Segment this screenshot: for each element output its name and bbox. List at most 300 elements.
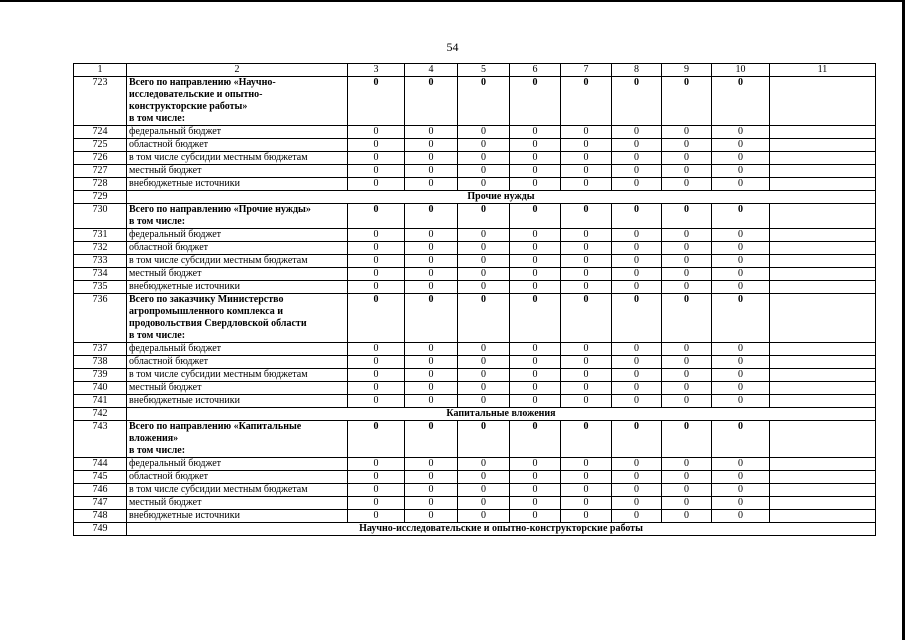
value-cell: 0 xyxy=(662,484,712,497)
column-header: 3 xyxy=(348,64,405,77)
row-number: 724 xyxy=(74,126,127,139)
empty-cell xyxy=(770,126,876,139)
empty-cell xyxy=(770,356,876,369)
value-cell: 0 xyxy=(405,343,458,356)
value-cell: 0 xyxy=(510,343,561,356)
value-cell: 0 xyxy=(348,484,405,497)
column-header: 4 xyxy=(405,64,458,77)
row-number: 739 xyxy=(74,369,127,382)
value-cell: 0 xyxy=(348,152,405,165)
row-label-line: Всего по заказчику Министерство xyxy=(129,294,284,305)
value-cell: 0 xyxy=(458,204,510,229)
value-cell: 0 xyxy=(662,255,712,268)
value-cell: 0 xyxy=(662,178,712,191)
value-cell: 0 xyxy=(348,421,405,458)
row-label: в том числе субсидии местным бюджетам xyxy=(127,369,348,382)
value-cell: 0 xyxy=(561,343,612,356)
value-cell: 0 xyxy=(458,242,510,255)
column-header: 6 xyxy=(510,64,561,77)
empty-cell xyxy=(770,369,876,382)
row-label-line: вложения» xyxy=(129,433,179,444)
value-cell: 0 xyxy=(458,421,510,458)
value-cell: 0 xyxy=(662,126,712,139)
section-row xyxy=(74,408,876,421)
value-cell: 0 xyxy=(712,165,770,178)
value-cell: 0 xyxy=(712,497,770,510)
value-cell: 0 xyxy=(458,382,510,395)
row-label: местный бюджет xyxy=(127,165,348,178)
value-cell: 0 xyxy=(612,255,662,268)
row-number: 737 xyxy=(74,343,127,356)
value-cell: 0 xyxy=(712,268,770,281)
row-label: внебюджетные источники xyxy=(127,281,348,294)
value-cell: 0 xyxy=(348,294,405,343)
value-cell: 0 xyxy=(510,229,561,242)
value-cell: 0 xyxy=(348,126,405,139)
empty-cell xyxy=(770,77,876,126)
row-number: 723 xyxy=(74,77,127,126)
row-label: местный бюджет xyxy=(127,497,348,510)
value-cell: 0 xyxy=(405,126,458,139)
value-cell: 0 xyxy=(712,204,770,229)
value-cell: 0 xyxy=(561,126,612,139)
row-label xyxy=(127,421,348,458)
value-cell: 0 xyxy=(405,77,458,126)
column-header: 7 xyxy=(561,64,612,77)
value-cell: 0 xyxy=(348,281,405,294)
value-cell: 0 xyxy=(561,395,612,408)
value-cell: 0 xyxy=(348,497,405,510)
value-cell: 0 xyxy=(510,281,561,294)
value-cell: 0 xyxy=(712,421,770,458)
value-cell: 0 xyxy=(712,77,770,126)
empty-cell xyxy=(770,268,876,281)
value-cell: 0 xyxy=(612,126,662,139)
value-cell: 0 xyxy=(348,369,405,382)
value-cell: 0 xyxy=(405,281,458,294)
value-cell: 0 xyxy=(561,421,612,458)
empty-cell xyxy=(770,458,876,471)
value-cell: 0 xyxy=(561,484,612,497)
empty-cell xyxy=(770,152,876,165)
row-label: в том числе субсидии местным бюджетам xyxy=(127,255,348,268)
value-cell: 0 xyxy=(561,458,612,471)
empty-cell xyxy=(770,471,876,484)
value-cell: 0 xyxy=(348,204,405,229)
value-cell: 0 xyxy=(510,458,561,471)
row-number: 728 xyxy=(74,178,127,191)
row-label-line: в том числе: xyxy=(129,445,186,456)
value-cell: 0 xyxy=(510,484,561,497)
table-row xyxy=(74,369,876,382)
section-row xyxy=(74,523,876,536)
table-row xyxy=(74,165,876,178)
value-cell: 0 xyxy=(510,356,561,369)
section-row xyxy=(74,191,876,204)
value-cell: 0 xyxy=(458,139,510,152)
value-cell: 0 xyxy=(348,343,405,356)
value-cell: 0 xyxy=(405,242,458,255)
value-cell: 0 xyxy=(348,510,405,523)
value-cell: 0 xyxy=(662,268,712,281)
value-cell: 0 xyxy=(510,369,561,382)
row-number: 725 xyxy=(74,139,127,152)
page-number: 54 xyxy=(446,40,459,54)
value-cell: 0 xyxy=(458,458,510,471)
value-cell: 0 xyxy=(405,510,458,523)
value-cell: 0 xyxy=(712,395,770,408)
value-cell: 0 xyxy=(458,356,510,369)
total-row xyxy=(74,294,876,343)
total-row xyxy=(74,421,876,458)
value-cell: 0 xyxy=(561,497,612,510)
value-cell: 0 xyxy=(561,152,612,165)
value-cell: 0 xyxy=(561,77,612,126)
value-cell: 0 xyxy=(510,510,561,523)
value-cell: 0 xyxy=(712,458,770,471)
value-cell: 0 xyxy=(510,497,561,510)
value-cell: 0 xyxy=(612,268,662,281)
table-row xyxy=(74,229,876,242)
value-cell: 0 xyxy=(612,178,662,191)
value-cell: 0 xyxy=(348,178,405,191)
value-cell: 0 xyxy=(662,242,712,255)
value-cell: 0 xyxy=(348,242,405,255)
table-row xyxy=(74,152,876,165)
row-label: областной бюджет xyxy=(127,139,348,152)
value-cell: 0 xyxy=(712,294,770,343)
value-cell: 0 xyxy=(405,294,458,343)
table-row xyxy=(74,395,876,408)
value-cell: 0 xyxy=(662,458,712,471)
value-cell: 0 xyxy=(405,229,458,242)
row-number: 747 xyxy=(74,497,127,510)
row-number: 745 xyxy=(74,471,127,484)
table-row xyxy=(74,139,876,152)
row-label xyxy=(127,294,348,343)
page-edge-top xyxy=(0,0,905,2)
value-cell: 0 xyxy=(458,369,510,382)
value-cell: 0 xyxy=(712,369,770,382)
row-label-line: продовольствия Свердловской области xyxy=(129,318,307,329)
row-label-line: в том числе: xyxy=(129,113,186,124)
value-cell: 0 xyxy=(561,204,612,229)
row-label: местный бюджет xyxy=(127,268,348,281)
total-row xyxy=(74,204,876,229)
empty-cell xyxy=(770,294,876,343)
row-number: 742 xyxy=(74,408,127,421)
value-cell: 0 xyxy=(662,152,712,165)
value-cell: 0 xyxy=(612,471,662,484)
value-cell: 0 xyxy=(712,229,770,242)
row-number: 735 xyxy=(74,281,127,294)
row-number: 740 xyxy=(74,382,127,395)
table-row xyxy=(74,343,876,356)
value-cell: 0 xyxy=(612,204,662,229)
value-cell: 0 xyxy=(612,356,662,369)
value-cell: 0 xyxy=(612,458,662,471)
value-cell: 0 xyxy=(561,281,612,294)
empty-cell xyxy=(770,395,876,408)
row-number: 741 xyxy=(74,395,127,408)
value-cell: 0 xyxy=(662,471,712,484)
value-cell: 0 xyxy=(458,178,510,191)
budget-table xyxy=(73,63,876,536)
value-cell: 0 xyxy=(712,356,770,369)
value-cell: 0 xyxy=(405,421,458,458)
value-cell: 0 xyxy=(405,458,458,471)
value-cell: 0 xyxy=(662,281,712,294)
value-cell: 0 xyxy=(612,343,662,356)
value-cell: 0 xyxy=(510,421,561,458)
value-cell: 0 xyxy=(612,382,662,395)
value-cell: 0 xyxy=(612,395,662,408)
column-header: 11 xyxy=(770,64,876,77)
value-cell: 0 xyxy=(510,242,561,255)
value-cell: 0 xyxy=(510,139,561,152)
value-cell: 0 xyxy=(561,242,612,255)
value-cell: 0 xyxy=(405,382,458,395)
total-row xyxy=(74,77,876,126)
value-cell: 0 xyxy=(458,343,510,356)
value-cell: 0 xyxy=(405,369,458,382)
table-row xyxy=(74,382,876,395)
value-cell: 0 xyxy=(458,510,510,523)
empty-cell xyxy=(770,510,876,523)
row-label: внебюджетные источники xyxy=(127,395,348,408)
row-number: 746 xyxy=(74,484,127,497)
value-cell: 0 xyxy=(561,471,612,484)
value-cell: 0 xyxy=(458,471,510,484)
value-cell: 0 xyxy=(612,421,662,458)
column-header: 8 xyxy=(612,64,662,77)
row-label-line: агропромышленного комплекса и xyxy=(129,306,284,317)
value-cell: 0 xyxy=(458,497,510,510)
row-label xyxy=(127,77,348,126)
value-cell: 0 xyxy=(712,382,770,395)
row-number: 734 xyxy=(74,268,127,281)
table-body xyxy=(74,64,876,536)
value-cell: 0 xyxy=(458,229,510,242)
value-cell: 0 xyxy=(348,356,405,369)
value-cell: 0 xyxy=(405,165,458,178)
value-cell: 0 xyxy=(458,77,510,126)
value-cell: 0 xyxy=(712,471,770,484)
value-cell: 0 xyxy=(348,139,405,152)
value-cell: 0 xyxy=(612,77,662,126)
value-cell: 0 xyxy=(458,255,510,268)
row-label-line: исследовательские и опытно- xyxy=(129,89,263,100)
row-number: 732 xyxy=(74,242,127,255)
column-header: 2 xyxy=(127,64,348,77)
row-label: в том числе субсидии местным бюджетам xyxy=(127,484,348,497)
table-row xyxy=(74,458,876,471)
value-cell: 0 xyxy=(612,497,662,510)
value-cell: 0 xyxy=(458,126,510,139)
value-cell: 0 xyxy=(662,229,712,242)
value-cell: 0 xyxy=(458,165,510,178)
row-number: 726 xyxy=(74,152,127,165)
table-row xyxy=(74,242,876,255)
value-cell: 0 xyxy=(510,77,561,126)
row-label: местный бюджет xyxy=(127,382,348,395)
value-cell: 0 xyxy=(348,77,405,126)
row-number: 744 xyxy=(74,458,127,471)
table-row xyxy=(74,471,876,484)
value-cell: 0 xyxy=(612,242,662,255)
value-cell: 0 xyxy=(405,484,458,497)
value-cell: 0 xyxy=(612,484,662,497)
row-label: областной бюджет xyxy=(127,471,348,484)
value-cell: 0 xyxy=(561,294,612,343)
table-row xyxy=(74,281,876,294)
table-header-row xyxy=(74,64,876,77)
column-header: 10 xyxy=(712,64,770,77)
value-cell: 0 xyxy=(510,152,561,165)
value-cell: 0 xyxy=(405,268,458,281)
value-cell: 0 xyxy=(510,126,561,139)
value-cell: 0 xyxy=(561,165,612,178)
value-cell: 0 xyxy=(510,268,561,281)
value-cell: 0 xyxy=(712,126,770,139)
value-cell: 0 xyxy=(712,281,770,294)
value-cell: 0 xyxy=(712,152,770,165)
table-row xyxy=(74,497,876,510)
value-cell: 0 xyxy=(510,395,561,408)
value-cell: 0 xyxy=(510,382,561,395)
value-cell: 0 xyxy=(662,369,712,382)
empty-cell xyxy=(770,204,876,229)
value-cell: 0 xyxy=(405,356,458,369)
value-cell: 0 xyxy=(612,369,662,382)
value-cell: 0 xyxy=(405,255,458,268)
value-cell: 0 xyxy=(348,458,405,471)
value-cell: 0 xyxy=(348,255,405,268)
table-row xyxy=(74,178,876,191)
value-cell: 0 xyxy=(612,139,662,152)
empty-cell xyxy=(770,497,876,510)
row-label-line: в том числе: xyxy=(129,216,186,227)
empty-cell xyxy=(770,229,876,242)
row-label: областной бюджет xyxy=(127,356,348,369)
value-cell: 0 xyxy=(405,497,458,510)
value-cell: 0 xyxy=(405,139,458,152)
value-cell: 0 xyxy=(458,152,510,165)
column-header: 5 xyxy=(458,64,510,77)
row-number: 736 xyxy=(74,294,127,343)
row-number: 749 xyxy=(74,523,127,536)
value-cell: 0 xyxy=(662,421,712,458)
section-title: Прочие нужды xyxy=(127,191,876,204)
value-cell: 0 xyxy=(405,178,458,191)
value-cell: 0 xyxy=(612,165,662,178)
value-cell: 0 xyxy=(561,255,612,268)
value-cell: 0 xyxy=(348,268,405,281)
table-row xyxy=(74,255,876,268)
empty-cell xyxy=(770,421,876,458)
value-cell: 0 xyxy=(612,152,662,165)
value-cell: 0 xyxy=(510,204,561,229)
value-cell: 0 xyxy=(712,178,770,191)
row-label-line: в том числе: xyxy=(129,330,186,341)
value-cell: 0 xyxy=(662,343,712,356)
value-cell: 0 xyxy=(348,165,405,178)
value-cell: 0 xyxy=(612,281,662,294)
row-label-line: конструкторские работы» xyxy=(129,101,248,112)
empty-cell xyxy=(770,165,876,178)
value-cell: 0 xyxy=(662,382,712,395)
value-cell: 0 xyxy=(662,395,712,408)
row-label-line: Всего по направлению «Прочие нужды» xyxy=(129,204,311,215)
row-label-line: Всего по направлению «Капитальные xyxy=(129,421,302,432)
value-cell: 0 xyxy=(405,204,458,229)
row-label: в том числе субсидии местным бюджетам xyxy=(127,152,348,165)
column-header: 9 xyxy=(662,64,712,77)
empty-cell xyxy=(770,382,876,395)
row-number: 729 xyxy=(74,191,127,204)
value-cell: 0 xyxy=(561,178,612,191)
value-cell: 0 xyxy=(405,471,458,484)
value-cell: 0 xyxy=(458,281,510,294)
value-cell: 0 xyxy=(405,152,458,165)
value-cell: 0 xyxy=(612,510,662,523)
empty-cell xyxy=(770,242,876,255)
value-cell: 0 xyxy=(561,382,612,395)
value-cell: 0 xyxy=(348,382,405,395)
value-cell: 0 xyxy=(458,268,510,281)
section-title: Капитальные вложения xyxy=(127,408,876,421)
table-row xyxy=(74,268,876,281)
value-cell: 0 xyxy=(712,242,770,255)
empty-cell xyxy=(770,484,876,497)
value-cell: 0 xyxy=(662,497,712,510)
row-label: внебюджетные источники xyxy=(127,178,348,191)
section-title: Научно-исследовательские и опытно-конструкторские работы xyxy=(127,523,876,536)
value-cell: 0 xyxy=(510,294,561,343)
value-cell: 0 xyxy=(712,484,770,497)
value-cell: 0 xyxy=(510,165,561,178)
row-number: 743 xyxy=(74,421,127,458)
value-cell: 0 xyxy=(561,268,612,281)
value-cell: 0 xyxy=(662,204,712,229)
column-header: 1 xyxy=(74,64,127,77)
row-label: внебюджетные источники xyxy=(127,510,348,523)
value-cell: 0 xyxy=(561,229,612,242)
value-cell: 0 xyxy=(561,356,612,369)
row-number: 731 xyxy=(74,229,127,242)
value-cell: 0 xyxy=(612,294,662,343)
value-cell: 0 xyxy=(662,77,712,126)
row-label: федеральный бюджет xyxy=(127,458,348,471)
value-cell: 0 xyxy=(510,178,561,191)
value-cell: 0 xyxy=(561,369,612,382)
value-cell: 0 xyxy=(458,294,510,343)
table-row xyxy=(74,126,876,139)
value-cell: 0 xyxy=(612,229,662,242)
value-cell: 0 xyxy=(662,165,712,178)
row-number: 748 xyxy=(74,510,127,523)
row-number: 727 xyxy=(74,165,127,178)
value-cell: 0 xyxy=(712,139,770,152)
row-label: областной бюджет xyxy=(127,242,348,255)
value-cell: 0 xyxy=(510,255,561,268)
value-cell: 0 xyxy=(510,471,561,484)
value-cell: 0 xyxy=(712,255,770,268)
row-number: 730 xyxy=(74,204,127,229)
table-row xyxy=(74,484,876,497)
value-cell: 0 xyxy=(405,395,458,408)
value-cell: 0 xyxy=(348,229,405,242)
